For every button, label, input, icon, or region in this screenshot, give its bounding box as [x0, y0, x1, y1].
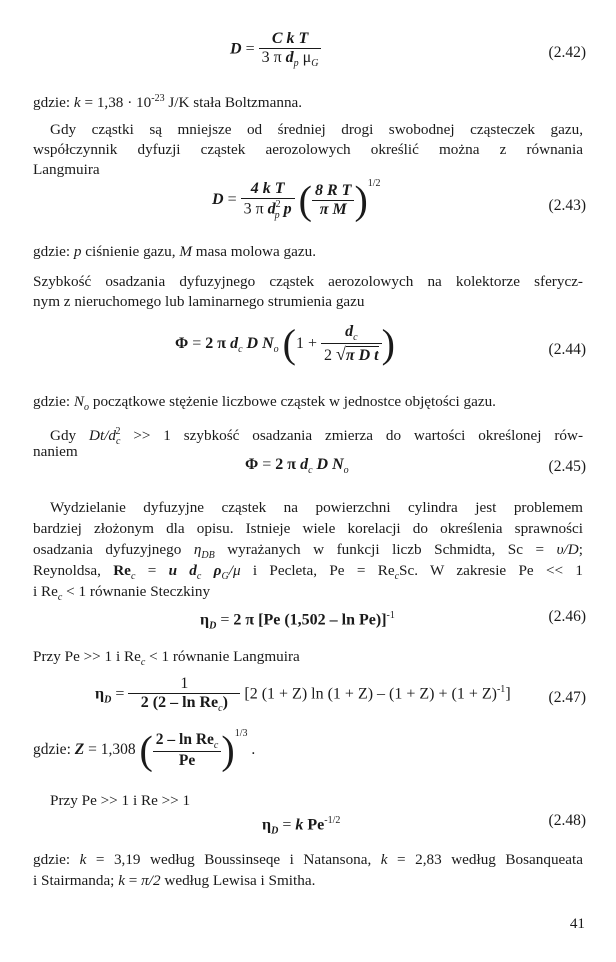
equation-number-2-48: (2.48)	[548, 812, 586, 829]
equation-number-2-45: (2.45)	[548, 458, 586, 475]
paragraph-line: bardziej złożonym dla opisu. Istnieje wiele korelacji do określenia sprawności	[33, 520, 583, 537]
paragraph-line: i $Re_c < 1$ równanie Steczkiny	[33, 583, 211, 604]
equation-2-48: $\eta_D = k$ $Pe^{-1/2}$	[262, 815, 341, 837]
equation-number-2-46: (2.46)	[548, 608, 586, 625]
paragraph-line: Gdy $Dt/d_c^2 >> 1$ szybkość osadzania zmierza do wartości określonej rów-	[50, 426, 584, 448]
equation-2-44: Φ = 2 π $d_c$ D $N_o$ (1 + $\frac{d_c}{\text{2 √π D t}}$ )	[175, 321, 395, 367]
equation-2-42: D = $\frac{\text{C k T}}{3 \pi d_p \mu_G}$	[230, 30, 321, 69]
equation-2-47: $\eta_D$ = $\frac{1}{2 (2 - \ln Re_c)}$ [2 (1 + Z) $\ln (1 + Z) - (1 + Z) + (1 + Z)^{-1}$]	[95, 675, 511, 715]
equation-number-2-42: (2.42)	[548, 44, 586, 61]
constants-line: gdzie: k = 3,19 według Boussinseqe i Natansona, k = 2,83 według Bosanqueata	[33, 851, 584, 868]
equation-number-2-47: (2.47)	[548, 689, 586, 706]
paragraph-line: naniem	[33, 443, 78, 460]
constants-line: i Stairmanda; k = π/2 według Lewisa i Smitha.	[33, 872, 316, 889]
paragraph-line: Wydzielanie dyfuzyjne cząstek na powierzchni cylindra jest problemem	[50, 499, 583, 516]
z-definition: gdzie: Z = 1,308 ( $\frac{2 - \ln Re_c}{Pe}$ )$^{1/3}$ .	[33, 727, 256, 773]
langmuir-condition-line: Przy Pe >> 1 i $Re_c < 1$ równanie Langmuira	[33, 648, 300, 669]
paragraph-line: Szybkość osadzania dyfuzyjnego cząstek aerozolowych na kolektorze sferycz-	[33, 273, 583, 290]
equation-number-2-43: (2.43)	[548, 197, 586, 214]
equation-2-46: $\eta_D = 2$ π [Pe (1,502 – ln Pe)]$^{-1}$	[200, 610, 395, 632]
high-pe-re-line: Przy Pe >> 1 i Re >> 1	[50, 792, 191, 809]
paragraph-line: Gdy cząstki są mniejsze od średniej drogi swobodnej cząsteczek gazu,	[50, 121, 583, 138]
page-number: 41	[569, 915, 585, 932]
paragraph-line: Reynoldsa, $Re_c = u$ $d_c$ $\rho_G/\mu$ i Pecleta, $Pe = Re_cSc$. W zakresie Pe << 1	[33, 562, 583, 583]
equation-2-45: Φ = 2 π $d_c$ D $N_o$	[245, 456, 349, 477]
equation-2-43: D = $\frac{\text{4 k T}}{3 \pi d^2_p p}$ ( $\frac{\text{8 R T}}{\text{π M}}$ )$^{1/2}$	[212, 177, 381, 223]
pressure-mass-line: gdzie: p ciśnienie gazu, M masa molowa gazu.	[33, 243, 316, 260]
paragraph-line: osadzania dyfuzyjnego $\eta_{DB}$ wyrażanych w funkcji liczb Schmidta, Sc = υ/D;	[33, 541, 583, 562]
equation-number-2-44: (2.44)	[548, 341, 586, 358]
paragraph-line: Langmuira	[33, 161, 100, 178]
paragraph-line: nym z nieruchomego lub laminarnego strumienia gazu	[33, 293, 365, 310]
initial-concentration-line: gdzie: $N_o$ początkowe stężenie liczbowe cząstek w jednostce objętości gazu.	[33, 393, 496, 414]
boltzmann-line: gdzie: $k = 1,38 \cdot 10^{-23}$ J/K stała Boltzmanna.	[33, 93, 303, 112]
paragraph-line: współczynnik dyfuzji cząstek aerozolowych określić można z równania	[33, 141, 583, 158]
